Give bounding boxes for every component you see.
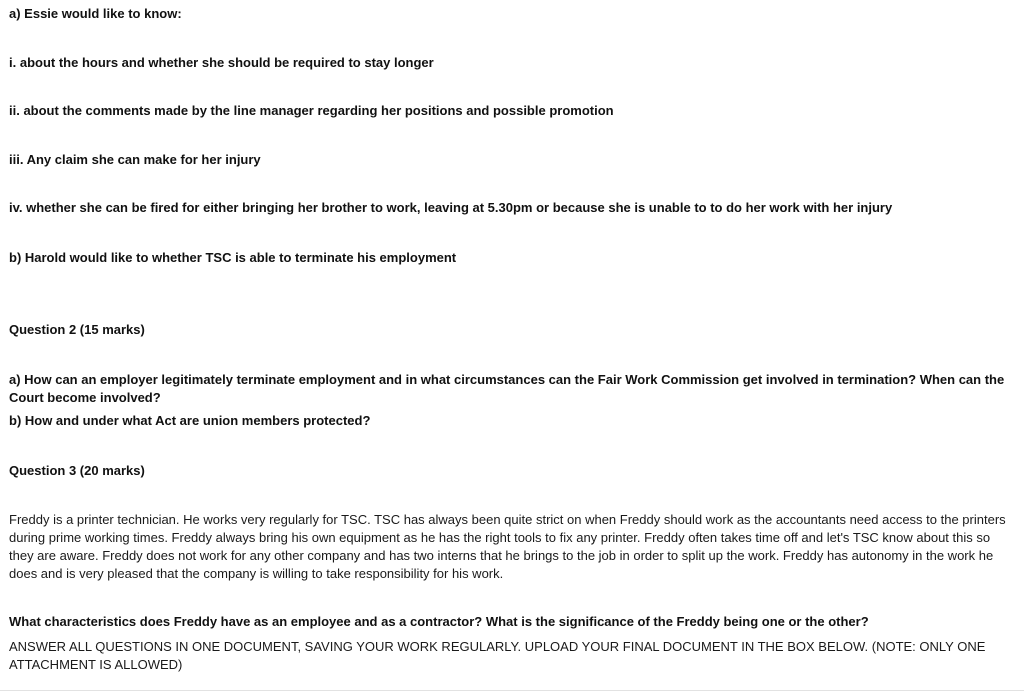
instructions: ANSWER ALL QUESTIONS IN ONE DOCUMENT, SAVING YOUR WORK REGULARLY. UPLOAD YOUR FINAL DOCUMENT IN THE BOX BELOW. (NOTE: ONLY ONE ATTACHMENT IS ALLOWED) bbox=[9, 639, 986, 672]
q1-item-ii: ii. about the comments made by the line manager regarding her positions and possible promotion bbox=[9, 103, 614, 118]
question-2-heading: Question 2 (15 marks) bbox=[9, 322, 145, 337]
q2-a: a) How can an employer legitimately terminate employment and in what circumstances can the Fair Work Commission get involved in termination? When can the Court become involved? bbox=[9, 372, 1005, 405]
q2-b: b) How and under what Act are union members protected? bbox=[9, 413, 371, 428]
q3-question: What characteristics does Freddy have as an employee and as a contractor? What is the significance of the Freddy being one or the other? bbox=[9, 614, 869, 629]
q1-a-intro: a) Essie would like to know: bbox=[9, 6, 182, 21]
q1-b: b) Harold would like to whether TSC is able to terminate his employment bbox=[9, 250, 457, 265]
divider bbox=[0, 690, 1024, 691]
q1-item-i: i. about the hours and whether she should be required to stay longer bbox=[9, 55, 434, 70]
question-3-heading: Question 3 (20 marks) bbox=[9, 463, 145, 478]
q1-item-iv: iv. whether she can be fired for either bringing her brother to work, leaving at 5.30pm or because she is unable to to do her work with her injury bbox=[9, 200, 893, 215]
q3-scenario: Freddy is a printer technician. He works very regularly for TSC. TSC has always been quite strict on when Freddy should work as the accountants need access to the printers during prime working times. Freddy always bring his own equipment as he has the right tools to fix any printer. Freddy often takes time off and let's TSC know about this so they are aware. Freddy does not work for any other company and has two interns that he brings to the job in order to split up the work. Freddy has autonomy in the work he does and is very pleased that the company is willing to take responsibility for his work. bbox=[9, 512, 1006, 581]
q1-item-iii: iii. Any claim she can make for her injury bbox=[9, 152, 261, 167]
